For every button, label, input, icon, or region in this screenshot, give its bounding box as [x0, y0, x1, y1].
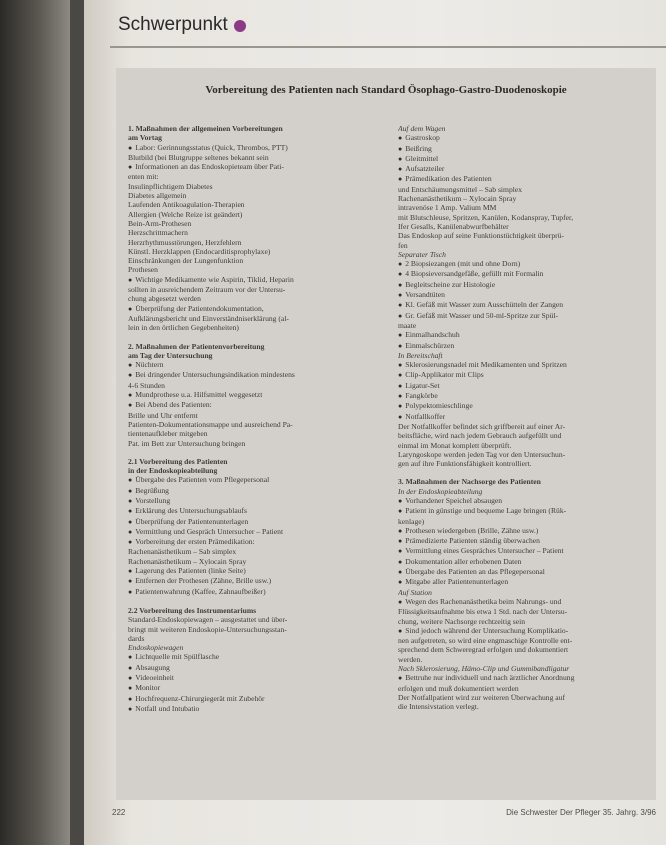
bullet-item: ● Beißring: [398, 144, 650, 154]
text-line: Brille und Uhr entfernt: [128, 410, 198, 420]
bullet-item: ● Hochfrequenz-Chirurgiegerät mit Zubehör: [128, 694, 384, 704]
bullet-item: ● Überprüfung der Patientendokumentation,: [128, 304, 384, 314]
section-heading: 1. Maßnahmen der allgemeinen Vorbereitungen: [128, 124, 283, 133]
text-line: Pat. im Bett zur Untersuchung bringen: [128, 438, 246, 448]
bullet-item: ● Informationen an das Endoskopieteam über Pati-: [128, 162, 384, 172]
text-line: dards: [128, 633, 145, 643]
text-line: Rachenanästhetikum – Xylocain Spray: [398, 194, 517, 204]
text-line: chung, weitere Nachsorge rechtzeitig sein: [398, 616, 526, 626]
bullet-item: ● Notfallkoffer: [398, 412, 650, 422]
bullet-item: ● Polypektomieschlinge: [398, 401, 650, 411]
section-heading: am Tag der Untersuchung: [128, 350, 213, 360]
text-line: und Entschäumungsmittel – Sab simplex: [398, 184, 523, 194]
text-line: Patienten-Dokumentationsmappe und ausreichend Pa-: [128, 419, 293, 429]
bullet-item: ● 4 Biopsieversandgefäße, gefüllt mit Formalin: [398, 269, 650, 279]
bullet-item: ● Kl. Gefäß mit Wasser zum Ausschütteln der Zangen: [398, 300, 650, 310]
info-box: [116, 68, 656, 800]
spacer: [398, 468, 650, 477]
page-number: 222: [112, 808, 126, 817]
spacer: [128, 448, 384, 457]
bullet-item: ● Übergabe des Patienten vom Pflegepersonal: [128, 475, 384, 485]
text-line: Herzschrittmachern: [128, 228, 188, 238]
text-line: beitsfläche, wird nach jedem Gebrauch aufgefüllt und: [398, 431, 562, 441]
text-line: Blutbild (bei Blutgruppe seltenes bekannt sein: [128, 152, 269, 162]
text-line: intravenöse 1 Amp. Valium MM: [398, 203, 497, 213]
text-line: Ifer Gesalls, Kanülenabwurfbehälter: [398, 221, 509, 231]
text-line: einmal im Monat komplett überprüft.: [398, 440, 512, 450]
text-line: Rachenanästhetikum – Xylocain Spray: [128, 556, 247, 566]
bullet-item: ● Dokumentation aller erhobenen Daten: [398, 557, 650, 567]
header-rule: [110, 46, 666, 48]
text-line: Einschränkungen der Lungenfunktion: [128, 256, 244, 266]
bullet-item: ● Clip-Applikator mit Clips: [398, 370, 650, 380]
text-line: 4-6 Stunden: [128, 380, 165, 390]
bullet-item: ● Nüchtern: [128, 360, 384, 370]
text-line: Künstl. Herzklappen (Endocarditisprophylaxe): [128, 246, 271, 256]
bullet-item: ● Einmalschürzen: [398, 341, 650, 351]
spacer: [128, 333, 384, 342]
subheading: Separater Tisch: [398, 249, 446, 259]
journal-source: Die Schwester Der Pfleger 35. Jahrg. 3/96: [506, 808, 656, 817]
bullet-item: ● Ligatur-Set: [398, 381, 650, 391]
text-line: Allergien (Welche Reize ist geändert): [128, 209, 243, 219]
section-heading: 2.2 Vorbereitung des Instrumentariums: [128, 605, 257, 615]
text-line: Laryngoskope werden jeden Tag vor den Untersuchun-: [398, 449, 566, 459]
bullet-item: ● 2 Biopsiezangen (mit und ohne Dorn): [398, 259, 650, 269]
bullet-item: ● Überprüfung der Patientenunterlagen: [128, 517, 384, 527]
bullet-item: ● Übergabe des Patienten an das Pflegepersonal: [398, 567, 650, 577]
bullet-item: ● Monitor: [128, 683, 384, 693]
spacer: [128, 597, 384, 606]
text-line: kenlage): [398, 516, 425, 526]
text-line: Flüssigkeitsaufnahme bis etwa 1 Std. nach der Untersu-: [398, 607, 568, 617]
bullet-item: ● Patient in günstige und bequeme Lage bringen (Rük-: [398, 506, 650, 516]
bullet-item: ● Absaugung: [128, 663, 384, 673]
bullet-item: ● Labor: Gerinnungsstatus (Quick, Thrombos, PTT): [128, 143, 384, 153]
bullet-item: ● Lagerung des Patienten (linke Seite): [128, 566, 384, 576]
bullet-item: ● Erklärung des Untersuchungsablaufs: [128, 506, 384, 516]
bullet-item: ● Gastroskop: [398, 133, 650, 143]
bullet-item: ● Vermittlung und Gespräch Untersucher – Patient: [128, 527, 384, 537]
text-line: enten mit:: [128, 172, 159, 182]
bullet-item: ● Entfernen der Prothesen (Zähne, Brille usw.): [128, 576, 384, 586]
text-line: bringt mit weiteren Endoskopie-Untersuchungsstan-: [128, 624, 287, 634]
text-line: Das Endoskop auf seine Funktionstüchtigkeit überprü-: [398, 231, 564, 241]
bullet-item: ● Bettruhe nur individuell und nach ärztlicher Anordnung: [398, 673, 650, 683]
section-heading: 2. Maßnahmen der Patientenvorbereitung: [128, 341, 265, 351]
bullet-item: ● Mundprothese u.a. Hilfsmittel weggesetzt: [128, 390, 384, 400]
bullet-item: ● Begrüßung: [128, 486, 384, 496]
text-line: lein in den örtlichen Gegebenheiten): [128, 323, 239, 333]
bullet-item: ● Prothesen wiedergeben (Brille, Zähne usw.): [398, 526, 650, 536]
text-line: Rachenanästhetikum – Sab simplex: [128, 547, 237, 557]
bullet-item: ● Fangkörbe: [398, 391, 650, 401]
text-line: Diabetes allgemein: [128, 191, 187, 201]
bullet-item: ● Vorbereitung der ersten Prämedikation:: [128, 537, 384, 547]
book-spine-shadow: [0, 0, 70, 845]
bullet-item: ● Lichtquelle mit Spülflasche: [128, 652, 384, 662]
text-line: werden.: [398, 654, 423, 664]
bullet-item: ● Einmalhandschuh: [398, 330, 650, 340]
text-line: Aufklärungsbericht und Einverständniserklärung (al-: [128, 313, 289, 323]
subheading: In der Endoskopieabteilung: [398, 486, 483, 496]
bullet-item: ● Prämedikation des Patienten: [398, 174, 650, 184]
subheading: Endoskopiewagen: [128, 643, 184, 653]
bullet-item: ● Mitgabe aller Patientenunterlagen: [398, 577, 650, 587]
bullet-item: ● Patientenwahrung (Kaffee, Zahnaufbeißer): [128, 587, 384, 597]
text-line: sollten in ausreichendem Zeitraum vor der Untersu-: [128, 285, 286, 295]
text-line: fen: [398, 240, 408, 250]
text-line: die Intensivstation verlegt.: [398, 702, 479, 712]
accent-dot-icon: [234, 20, 246, 32]
subheading: Nach Sklerosierung, Hämo-Clip und Gummibandligatur: [398, 664, 570, 674]
subheading: In Bereitschaft: [398, 350, 443, 360]
section-heading: in der Endoskopieabteilung: [128, 466, 218, 476]
bullet-item: ● Videoeinheit: [128, 673, 384, 683]
text-line: nen aufgetreten, so wird eine engmaschige Kontrolle ent-: [398, 636, 573, 646]
text-line: Laufenden Antikoagulation-Therapien: [128, 200, 245, 210]
bullet-item: ● Notfall und Intubatio: [128, 704, 384, 714]
text-line: Herzrhythmusstörungen, Herzfehlern: [128, 237, 242, 247]
bullet-item: ● Begleitscheine zur Histologie: [398, 280, 650, 290]
text-line: sprechend dem Schweregrad erfolgen und dokumentiert: [398, 645, 569, 655]
bullet-item: ● Versandtüten: [398, 290, 650, 300]
subheading: Auf Station: [398, 587, 432, 597]
text-line: Prothesen: [128, 265, 158, 275]
bullet-item: ● Sind jedoch während der Untersuchung Komplikatio-: [398, 626, 650, 636]
text-line: tientenaufkleber mitgeben: [128, 429, 208, 439]
subheading: Auf dem Wagen: [398, 124, 446, 133]
section-header: [118, 14, 246, 36]
bullet-item: ● Vermittlung eines Gespräches Untersucher – Patient: [398, 546, 650, 556]
text-line: Bein-Arm-Prothesen: [128, 218, 192, 228]
bullet-item: ● Gr. Gefäß mit Wasser und 50-ml-Spritze zur Spül-: [398, 311, 650, 321]
text-line: mit Blutschleuse, Spritzen, Kanülen, Kodanspray, Tupfer,: [398, 212, 574, 222]
bullet-item: ● Wegen des Rachenanästhetika beim Nahrungs- und: [398, 597, 650, 607]
section-title: Schwerpunkt: [118, 14, 228, 35]
box-title: Vorbereitung des Patienten nach Standard Ösophago-Gastro-Duodenoskopie: [205, 84, 567, 96]
bullet-item: ● Wichtige Medikamente wie Aspirin, Tiklid, Heparin: [128, 275, 384, 285]
bullet-item: ● Aufsatzteiler: [398, 164, 650, 174]
text-line: Standard-Endoskopiewagen – ausgestattet und über-: [128, 615, 288, 625]
text-line: maate: [398, 320, 417, 330]
section-heading: 2.1 Vorbereitung des Patienten: [128, 456, 228, 466]
text-line: Der Notfallpatient wird zur weiteren Überwachung auf: [398, 692, 565, 702]
bullet-item: ● Vorstellung: [128, 496, 384, 506]
section-heading: 3. Maßnahmen der Nachsorge des Patienten: [398, 477, 541, 487]
text-line: Der Notfallkoffer befindet sich griffbereit auf einer Ar-: [398, 421, 566, 431]
text-line: Insulinpflichtigem Diabetes: [128, 181, 213, 191]
text-line: gen auf ihre Funktionsfähigkeit kontrolliert.: [398, 459, 532, 469]
bullet-item: ● Bei Abend des Patienten:: [128, 400, 384, 410]
right-column: [398, 124, 650, 712]
bullet-item: ● Prämedizierte Patienten ständig überwachen: [398, 536, 650, 546]
section-heading: am Vortag: [128, 133, 162, 143]
bullet-item: ● Gleitmittel: [398, 154, 650, 164]
bullet-item: ● Bei dringender Untersuchungsindikation mindestens: [128, 370, 384, 380]
left-column: [128, 124, 384, 714]
text-line: erfolgen und muß dokumentiert werden: [398, 683, 519, 693]
bullet-item: ● Vorhandener Speichel absaugen: [398, 496, 650, 506]
bullet-item: ● Sklerosierungsnadel mit Medikamenten und Spritzen: [398, 360, 650, 370]
text-line: chung abgesetzt werden: [128, 294, 201, 304]
